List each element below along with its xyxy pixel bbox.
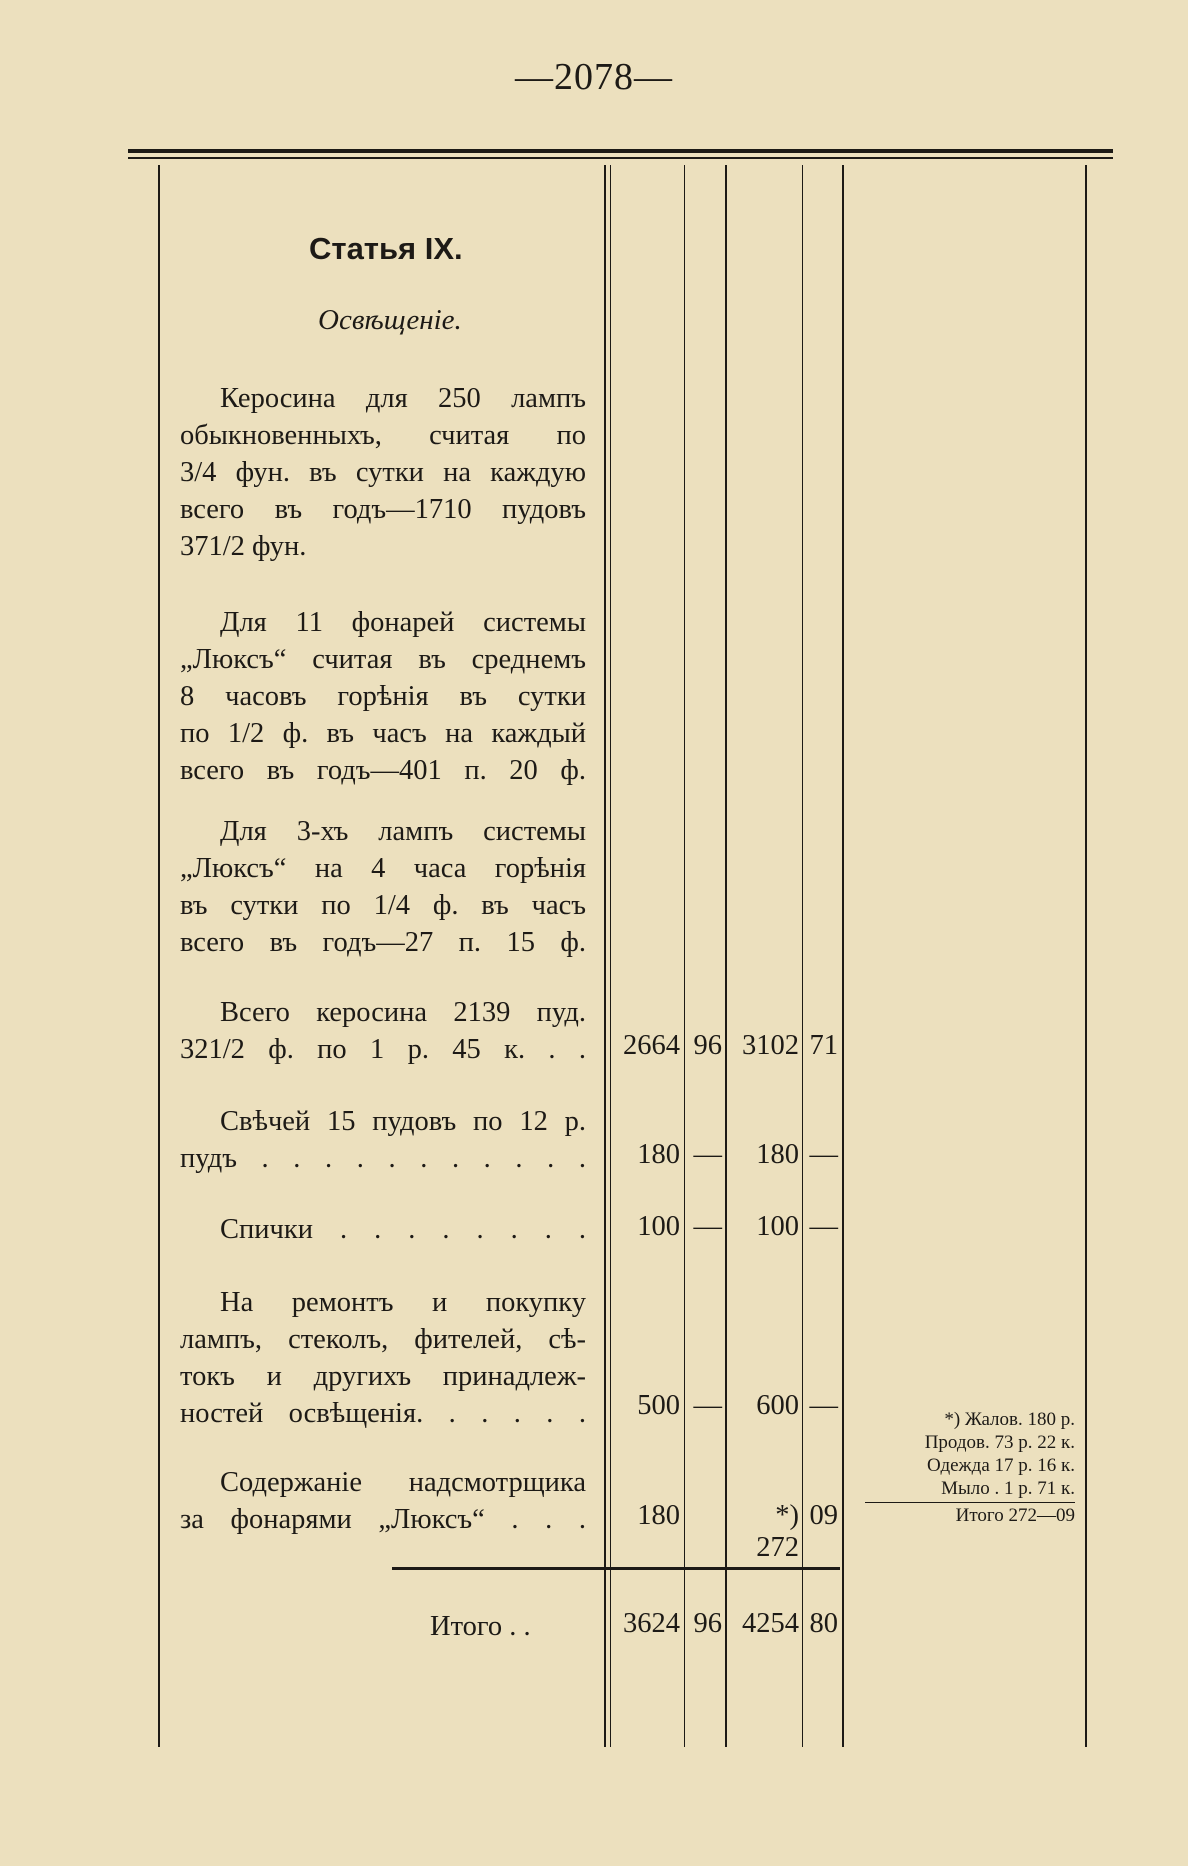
footnote-line: Продов. 73 р. 22 к. [924, 1432, 1075, 1453]
text-line: Для 11 фонарей системы [220, 607, 586, 638]
row-matches-label [180, 1211, 586, 1248]
column-rule-text-end [604, 165, 606, 1747]
text-line: въ сутки по 1/4 ф. въ часъ [180, 890, 586, 921]
total-b-kop: 80 [809, 1608, 838, 1639]
row-supervisor-label [180, 1464, 586, 1538]
text-line: 3/4 фун. въ сутки на каждую [180, 457, 586, 488]
text-line: токъ и другихъ принадлеж- [180, 1361, 586, 1392]
top-rule [128, 149, 1113, 153]
section-subheading: Освѣщеніе. [318, 304, 462, 336]
amount-b-kop: — [809, 1390, 838, 1421]
text-line: Для 3-хъ лампъ системы [220, 816, 586, 847]
amount-a-rub: 100 [637, 1211, 680, 1242]
row-kerosene-total-label [180, 994, 586, 1068]
amount-b-rub: *) 272 [756, 1500, 799, 1563]
sum-rule [392, 1567, 840, 1570]
total-label: Итого . . [430, 1611, 531, 1642]
total-a-kop: 96 [693, 1608, 722, 1639]
paragraph-lux-lamps [180, 813, 586, 961]
column-rule-b-kop [802, 165, 803, 1747]
footnote [845, 1408, 1075, 1527]
row-repairs-label [180, 1284, 586, 1432]
text-line: 321/2 ф. по 1 р. 45 к. . . [180, 1034, 586, 1065]
column-rule-b-end [842, 165, 844, 1747]
amount-a-rub: 500 [637, 1390, 680, 1421]
text-line: по 1/2 ф. въ часъ на каждый [180, 718, 586, 749]
amount-b-rub: 180 [756, 1139, 799, 1170]
amount-b-kop: 71 [809, 1030, 838, 1061]
text-line: всего въ годъ—401 п. 20 ф. [180, 755, 586, 786]
amount-a-kop: — [693, 1390, 722, 1421]
footnote-line: Одежда 17 р. 16 к. [926, 1455, 1075, 1476]
text-line: всего въ годъ—27 п. 15 ф. [180, 927, 586, 958]
text-line: ностей освѣщенія. . . . . . [180, 1398, 586, 1429]
text-line: пудъ . . . . . . . . . . . [180, 1143, 586, 1174]
amount-b-kop: — [809, 1211, 838, 1242]
row-candles-label [180, 1103, 586, 1177]
text-line: Свѣчей 15 пудовъ по 12 р. [220, 1106, 586, 1137]
text-line: Содержаніе надсмотрщика [220, 1467, 586, 1498]
amount-b-kop: 09 [809, 1500, 838, 1531]
text-line: На ремонтъ и покупку [220, 1287, 586, 1318]
footnote-line: Мыло . 1 р. 71 к. [941, 1478, 1075, 1499]
paragraph-lux-lanterns [180, 604, 586, 789]
text-line: 371/2 фун. [180, 531, 307, 562]
text-line: 8 часовъ горѣнія въ сутки [180, 681, 586, 712]
page-number: —2078— [515, 56, 673, 98]
amount-a-rub: 180 [637, 1500, 680, 1531]
amount-a-kop: — [693, 1139, 722, 1170]
total-a-rub: 3624 [623, 1608, 680, 1639]
amount-a-kop: — [693, 1211, 722, 1242]
text-line: за фонарями „Люксъ“ . . . [180, 1504, 586, 1535]
text-line: „Люксъ“ считая въ среднемъ [180, 644, 586, 675]
footnote-line: Итого 272—09 [955, 1505, 1075, 1526]
footnote-line: *) Жалов. 180 р. [944, 1409, 1075, 1430]
text-line: обыкновенныхъ, считая по [180, 420, 586, 451]
amount-a-rub: 2664 [623, 1030, 680, 1061]
amount-b-kop: — [809, 1139, 838, 1170]
text-line: всего въ годъ—1710 пудовъ [180, 494, 586, 525]
column-rule-a-kop [684, 165, 685, 1747]
column-rule-right [1085, 165, 1087, 1747]
total-b-rub: 4254 [742, 1608, 799, 1639]
amount-b-rub: 600 [756, 1390, 799, 1421]
footnote-total-rule [865, 1502, 1075, 1503]
text-line: Спички . . . . . . . . [220, 1214, 586, 1245]
section-heading: Статья IX. [309, 231, 463, 266]
paragraph-kerosene-lamps [180, 380, 586, 565]
text-line: Керосина для 250 лампъ [220, 383, 586, 414]
column-rule-left [158, 165, 160, 1747]
amount-b-rub: 100 [756, 1211, 799, 1242]
column-rule-a-rub [610, 165, 611, 1747]
text-line: Всего керосина 2139 пуд. [220, 997, 586, 1028]
top-rule-thin [128, 157, 1113, 159]
amount-a-kop: 96 [693, 1030, 722, 1061]
amount-b-rub: 3102 [742, 1030, 799, 1061]
amount-a-rub: 180 [637, 1139, 680, 1170]
text-line: „Люксъ“ на 4 часа горѣнія [180, 853, 586, 884]
text-line: лампъ, стеколъ, фителей, сѣ- [180, 1324, 586, 1355]
